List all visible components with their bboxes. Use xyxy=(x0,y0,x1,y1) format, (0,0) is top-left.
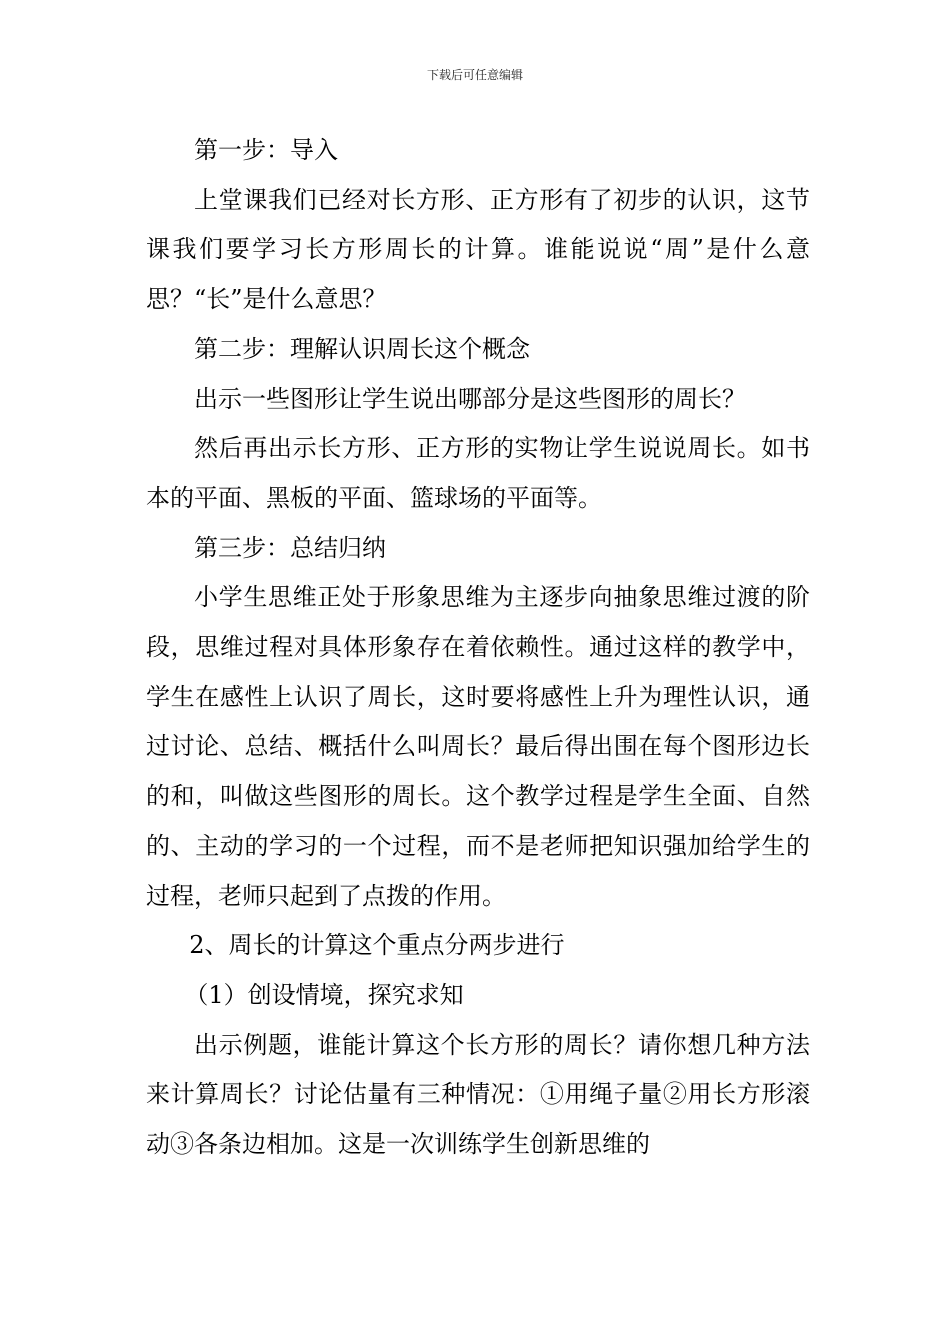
step-three-heading: 第三步：总结归纳 xyxy=(194,533,386,562)
paragraph: 出示一些图形让学生说出哪部分是这些图形的周长？ xyxy=(194,384,746,413)
paragraph: 出示例题，谁能计算这个长方形的周长？请你想几种方法来计算周长？讨论估量有三种情况：①用绳子量②用长方形滚动③各条边相加。这是一次训练学生创新思维的 xyxy=(146,1030,810,1159)
section-heading: 2、周长的计算这个重点分两步进行 xyxy=(189,931,565,960)
step-one-heading: 第一步：导入 xyxy=(194,136,338,164)
subsection-heading: （1）创设情境，探究求知 xyxy=(184,980,464,1009)
step-two-heading: 第二步：理解认识周长这个概念 xyxy=(194,334,530,363)
paragraph: 上堂课我们已经对长方形、正方形有了初步的认识，这节课我们要学习长方形周长的计算。谁能说说“周”是什么意思？“长”是什么意思？ xyxy=(146,185,810,314)
document-body xyxy=(146,126,810,1170)
paragraph: 然后再出示长方形、正方形的实物让学生说说周长。如书本的平面、黑板的平面、篮球场的平面等。 xyxy=(146,434,810,512)
page-header: 下载后可任意编辑 xyxy=(426,68,523,82)
paragraph: 小学生思维正处于形象思维为主逐步向抽象思维过渡的阶段，思维过程对具体形象存在着依赖性。通过这样的教学中，学生在感性上认识了周长，这时要将感性上升为理性认识，通过讨论、总结、概括什么叫周长？最后得出围在每个图形边长的和，叫做这些图形的周长。这个教学过程是学生全面、自然的、主动的学习的一个过程，而不是老师把知识强加给学生的过程，老师只起到了点拨的作用。 xyxy=(146,583,810,910)
